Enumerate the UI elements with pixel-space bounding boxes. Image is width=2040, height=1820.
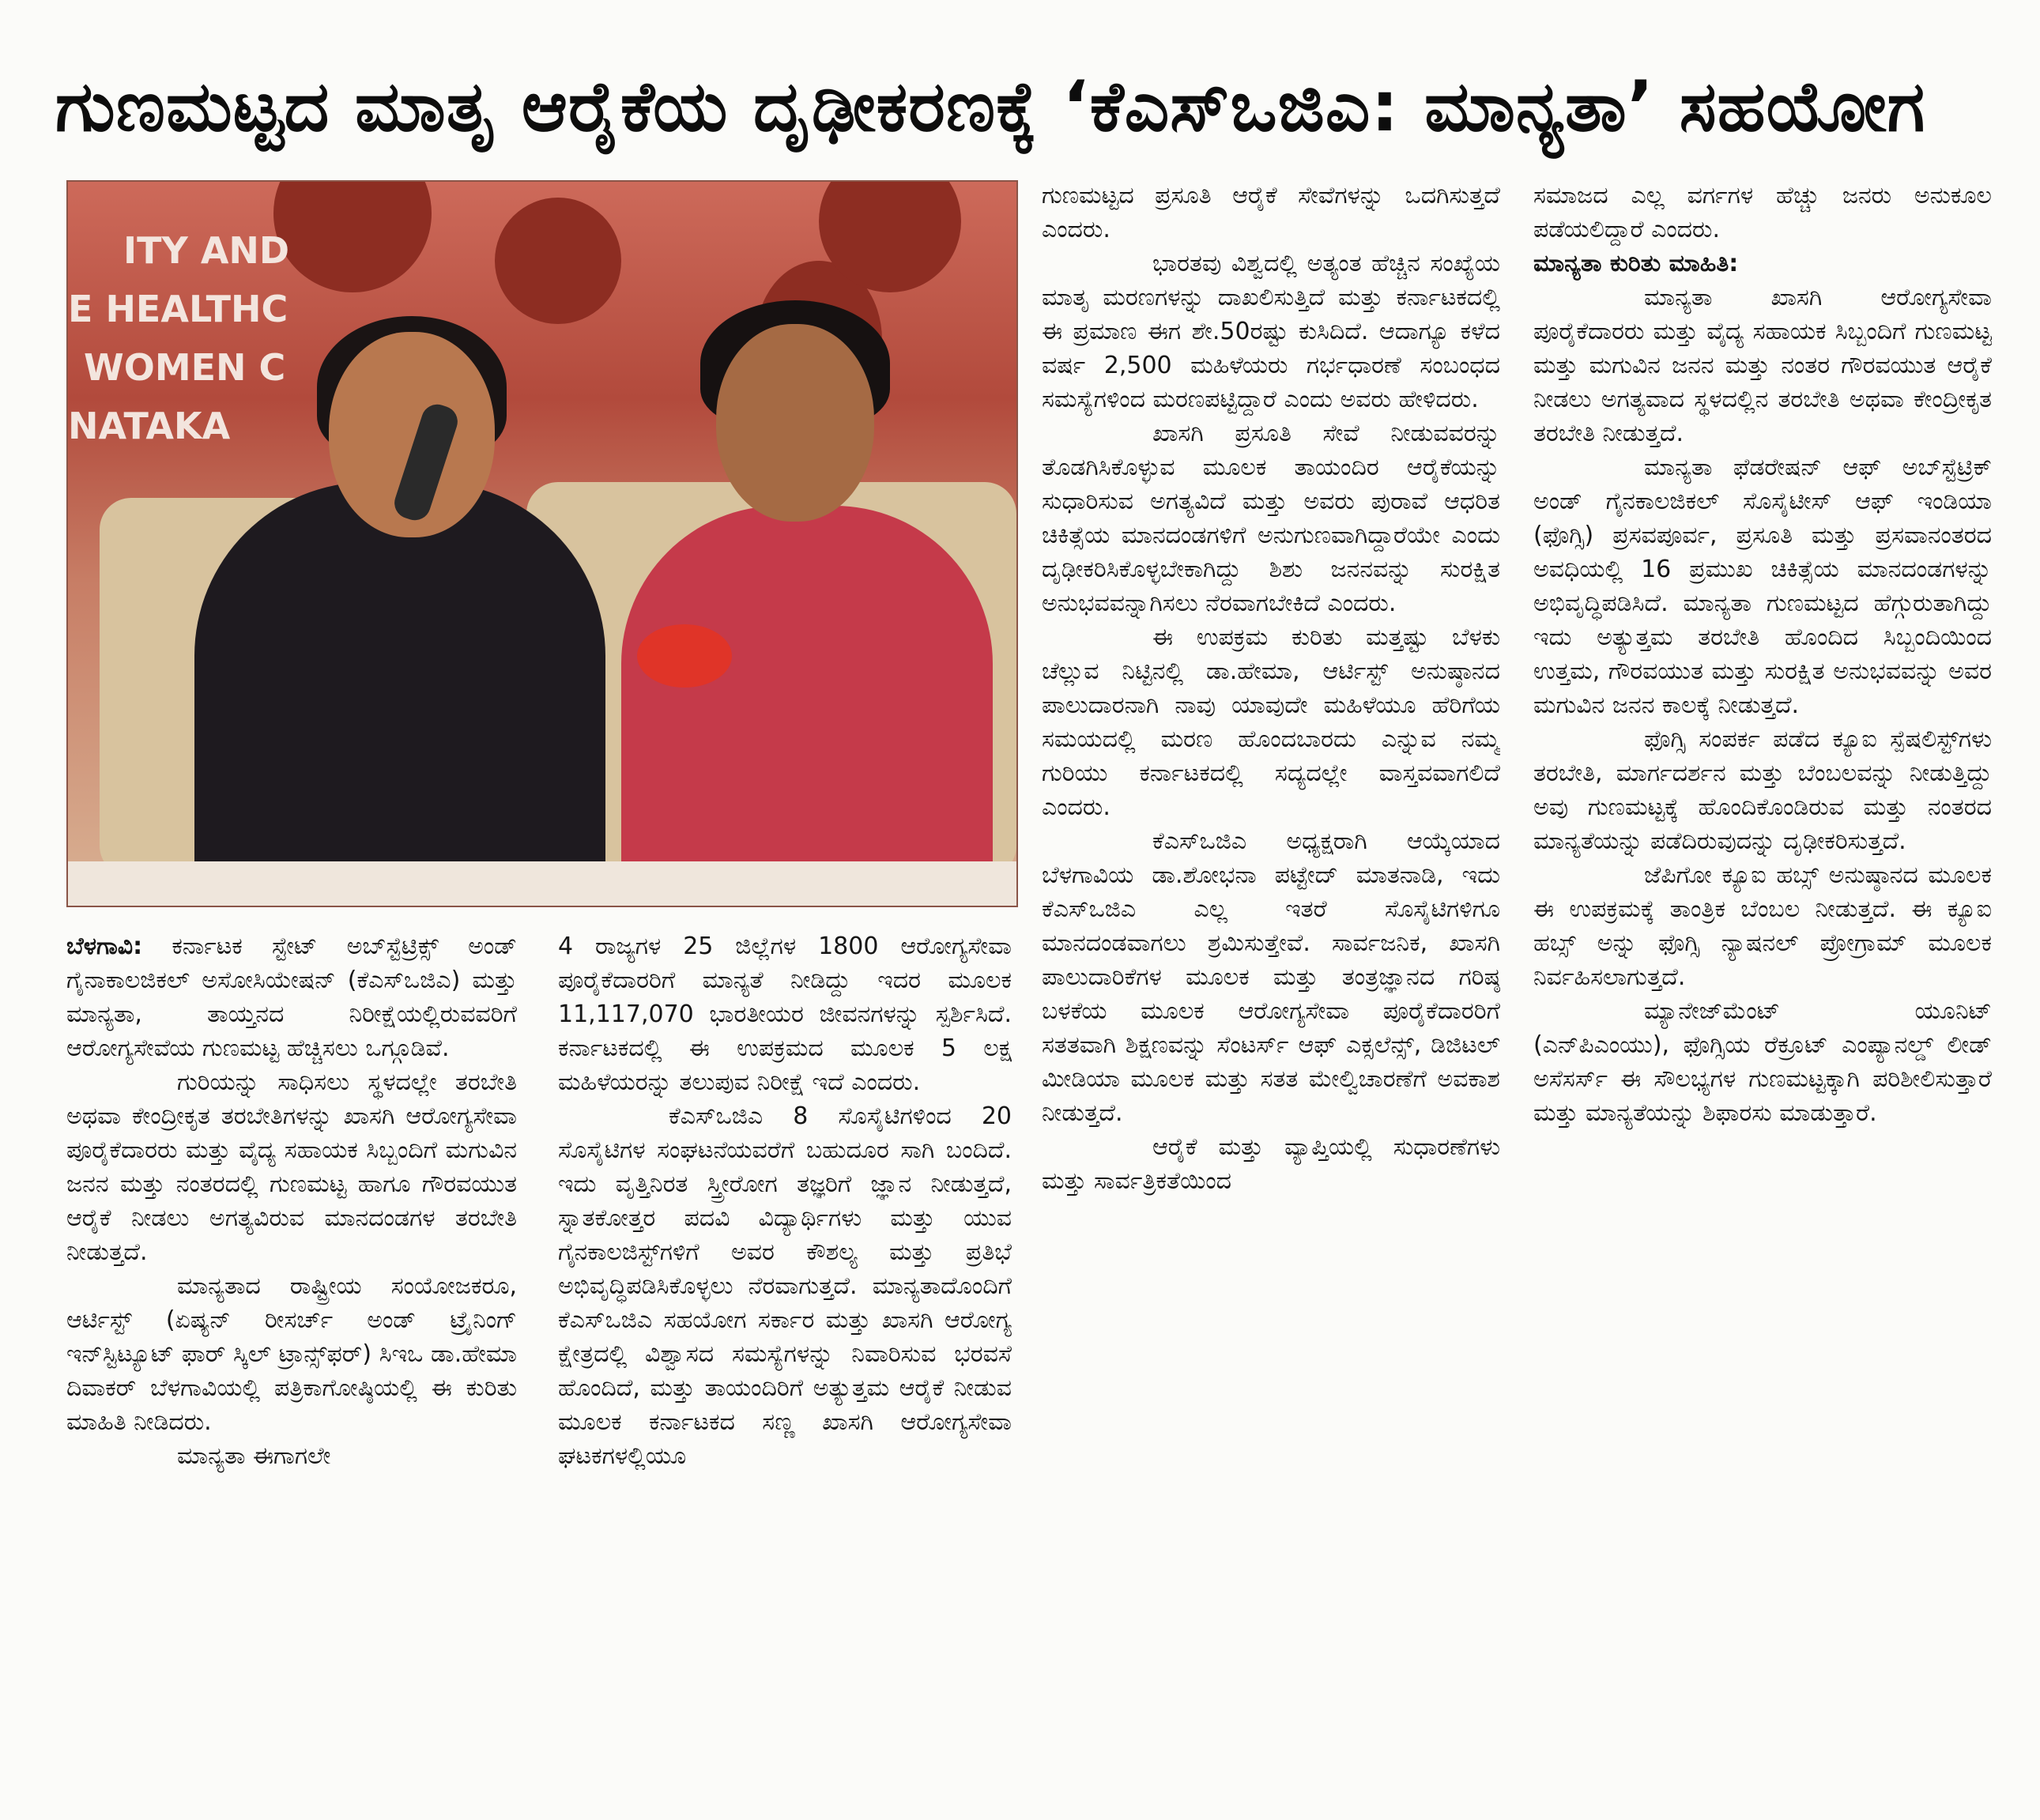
paragraph: 4 ರಾಜ್ಯಗಳ 25 ಜಿಲ್ಲೆಗಳ 1800 ಆರೋಗ್ಯಸೇವಾ ಪೂರೈಕೆದಾರರಿಗೆ ಮಾನ್ಯತೆ ನೀಡಿದ್ದು ಇದರ ಮೂಲಕ 11,117,070 ಭಾರತೀಯರ ಜೀವನಗಳನ್ನು ಸ್ಪರ್ಶಿಸಿದೆ. ಕರ್ನಾಟಕದಲ್ಲಿ ಈ ಉಪಕ್ರಮದ ಮೂಲಕ 5 ಲಕ್ಷ ಮಹಿಳೆಯರನ್ನು ತಲುಪುವ ನಿರೀಕ್ಷೆ ಇದೆ ಎಂದರು.: [558, 933, 1012, 1096]
flower-decor: [637, 624, 732, 688]
paragraph: ಗುಣಮಟ್ಟದ ಪ್ರಸೂತಿ ಆರೈಕೆ ಸೇವೆಗಳನ್ನು ಒದಗಿಸುತ್ತದೆ ಎಂದರು.: [1042, 182, 1500, 243]
paragraph: ಮಾನ್ಯತಾದ ರಾಷ್ಟ್ರೀಯ ಸಂಯೋಜಕರೂ, ಆರ್ಟಿಸ್ಟ್ (ಏಷ್ಯನ್ ರೀಸರ್ಚ್ ಅಂಡ್ ಟ್ರೈನಿಂಗ್ ಇನ್‌ಸ್ಟಿಟ್ಯೂಟ್ ಫಾರ್ ಸ್ಕಿಲ್ ಟ್ರಾನ್ಸ್‌ಫರ್) ಸಿಇಒ ಡಾ.ಹೇಮಾ ದಿವಾಕರ್ ಬೆಳಗಾವಿಯಲ್ಲಿ ಪತ್ರಿಕಾಗೋಷ್ಠಿಯಲ್ಲಿ ಈ ಕುರಿತು ಮಾಹಿತಿ ನೀಡಿದರು.: [66, 1272, 517, 1436]
paragraph: ಫೊಗ್ಸಿ ಸಂಪರ್ಕ ಪಡೆದ ಕ್ಯೂಐ ಸ್ಪೆಷಲಿಸ್ಟ್‌ಗಳು ತರಬೇತಿ, ಮಾರ್ಗದರ್ಶನ ಮತ್ತು ಬೆಂಬಲವನ್ನು ನೀಡುತ್ತಿದ್ದು ಅವು ಗುಣಮಟ್ಟಕ್ಕೆ ಹೊಂದಿಕೊಂಡಿರುವ ಮತ್ತು ನಂತರದ ಮಾನ್ಯತೆಯನ್ನು ಪಡೆದಿರುವುದನ್ನು ದೃಢೀಕರಿಸುತ್ತದೆ.: [1533, 725, 1992, 855]
paragraph: ಭಾರತವು ವಿಶ್ವದಲ್ಲಿ ಅತ್ಯಂತ ಹೆಚ್ಚಿನ ಸಂಖ್ಯೆಯ ಮಾತೃ ಮರಣಗಳನ್ನು ದಾಖಲಿಸುತ್ತಿದೆ ಮತ್ತು ಕರ್ನಾಟಕದಲ್ಲಿ ಈ ಪ್ರಮಾಣ ಈಗ ಶೇ.50ರಷ್ಟು ಕುಸಿದಿದೆ. ಆದಾಗ್ಯೂ ಕಳೆದ ವರ್ಷ 2,500 ಮಹಿಳೆಯರು ಗರ್ಭಧಾರಣೆ ಸಂಬಂಧದ ಸಮಸ್ಯೆಗಳಿಂದ ಮರಣಪಟ್ಟಿದ್ದಾರೆ ಎಂದು ಅವರು ಹೇಳಿದರು.: [1042, 250, 1500, 413]
speaker-figure: [194, 482, 605, 907]
guest-face: [716, 324, 874, 522]
paragraph: ಮ್ಯಾನೇಜ್‌ಮೆಂಟ್ ಯೂನಿಟ್ (ಎನ್‌ಪಿಎಂಯು), ಫೊಗ್ಸಿಯ ರೆಕ್ರೂಟ್ ಎಂಪ್ಯಾನಲ್ಡ್ ಲೀಡ್ ಅಸೆಸರ್ಸ್ ಈ ಸೌಲಭ್ಯಗಳ ಗುಣಮಟ್ಟಕ್ಕಾಗಿ ಪರಿಶೀಲಿಸುತ್ತಾರೆ ಮತ್ತು ಮಾನ್ಯತೆಯನ್ನು ಶಿಫಾರಸು ಮಾಡುತ್ತಾರೆ.: [1533, 997, 1992, 1127]
photo-banner: [68, 221, 289, 455]
press-conference-photo: [66, 180, 1018, 907]
subheading: ಮಾನ್ಯತಾ ಕುರಿತು ಮಾಹಿತಿ:: [1533, 250, 1739, 277]
paragraph: ಮಾನ್ಯತಾ ಈಗಾಗಲೇ: [177, 1442, 331, 1470]
article-column-4: [1533, 179, 1992, 1767]
headline: ಗುಣಮಟ್ಟದ ಮಾತೃ ಆರೈಕೆಯ ದೃಢೀಕರಣಕ್ಕೆ ‘ಕೆಎಸ್‌ಒಜಿಎ: ಮಾನ್ಯತಾ’ ಸಹಯೋಗ: [55, 66, 1926, 147]
paragraph: ಆರೈಕೆ ಮತ್ತು ವ್ಯಾಪ್ತಿಯಲ್ಲಿ ಸುಧಾರಣೆಗಳು ಮತ್ತು ಸಾರ್ವತ್ರಿಕತೆಯಿಂದ: [1042, 1133, 1500, 1195]
paragraph: ಜೆಪಿಗೋ ಕ್ಯೂಐ ಹಬ್ಸ್ ಅನುಷ್ಠಾನದ ಮೂಲಕ ಈ ಉಪಕ್ರಮಕ್ಕೆ ತಾಂತ್ರಿಕ ಬೆಂಬಲ ನೀಡುತ್ತದೆ. ಈ ಕ್ಯೂಐ ಹಬ್ಸ್ ಅನ್ನು ಫೊಗ್ಸಿ ನ್ಯಾಷನಲ್ ಪ್ರೋಗ್ರಾಮ್ ಮೂಲಕ ನಿರ್ವಹಿಸಲಾಗುತ್ತದೆ.: [1533, 861, 1992, 991]
paragraph: ಮಾನ್ಯತಾ ಖಾಸಗಿ ಆರೋಗ್ಯಸೇವಾ ಪೂರೈಕೆದಾರರು ಮತ್ತು ವೈದ್ಯ ಸಹಾಯಕ ಸಿಬ್ಬಂದಿಗೆ ಗುಣಮಟ್ಟ ಮತ್ತು ಮಗುವಿನ ಜನನ ಮತ್ತು ನಂತರ ಗೌರವಯುತ ಆರೈಕೆ ನೀಡಲು ಅಗತ್ಯವಾದ ಸ್ಥಳದಲ್ಲಿನ ತರಬೇತಿ ಅಥವಾ ಕೇಂದ್ರೀಕೃತ ತರಬೇತಿ ನೀಡುತ್ತದೆ.: [1533, 284, 1992, 447]
paragraph: ಕೆಎಸ್‌ಒಜಿಎ 8 ಸೊಸೈಟಿಗಳಿಂದ 20 ಸೊಸೈಟಿಗಳ ಸಂಘಟನೆಯವರೆಗೆ ಬಹುದೂರ ಸಾಗಿ ಬಂದಿದೆ. ಇದು ವೃತ್ತಿನಿರತ ಸ್ತ್ರೀರೋಗ ತಜ್ಞರಿಗೆ ಜ್ಞಾನ ನೀಡುತ್ತದೆ, ಸ್ನಾತಕೋತ್ತರ ಪದವಿ ವಿದ್ಯಾರ್ಥಿಗಳು ಮತ್ತು ಯುವ ಗೈನಕಾಲಜಿಸ್ಟ್‌ಗಳಿಗೆ ಅವರ ಕೌಶಲ್ಯ ಮತ್ತು ಪ್ರತಿಭೆ ಅಭಿವೃದ್ಧಿಪಡಿಸಿಕೊಳ್ಳಲು ನೆರವಾಗುತ್ತದೆ. ಮಾನ್ಯತಾದೊಂದಿಗೆ ಕೆಎಸ್‌ಒಜಿಎ ಸಹಯೋಗ ಸರ್ಕಾರ ಮತ್ತು ಖಾಸಗಿ ಆರೋಗ್ಯ ಕ್ಷೇತ್ರದಲ್ಲಿ ವಿಶ್ವಾಸದ ಸಮಸ್ಯೆಗಳನ್ನು ನಿವಾರಿಸುವ ಭರವಸೆ ಹೊಂದಿದೆ, ಮತ್ತು ತಾಯಂದಿರಿಗೆ ಅತ್ಯುತ್ತಮ ಆರೈಕೆ ನೀಡುವ ಮೂಲಕ ಕರ್ನಾಟಕದ ಸಣ್ಣ ಖಾಸಗಿ ಆರೋಗ್ಯಸೇವಾ ಘಟಕಗಳಲ್ಲಿಯೂ: [558, 1102, 1012, 1470]
article-column-3: [1042, 179, 1500, 1767]
paragraph: ಕರ್ನಾಟಕ ಸ್ಟೇಟ್ ಅಬ್‌ಸ್ಟೆಟ್ರಿಕ್ಸ್ ಅಂಡ್ ಗೈನಾಕಾಲಜಿಕಲ್ ಅಸೋಸಿಯೇಷನ್ (ಕೆಎಸ್‌ಒಜಿಎ) ಮತ್ತು ಮಾನ್ಯತಾ, ತಾಯ್ತನದ ನಿರೀಕ್ಷೆಯಲ್ಲಿರುವವರಿಗೆ ಆರೋಗ್ಯಸೇವೆಯ ಗುಣಮಟ್ಟ ಹೆಚ್ಚಿಸಲು ಒಗ್ಗೂಡಿವೆ.: [66, 933, 517, 1062]
article-column-2: [558, 929, 1012, 1767]
table: [68, 861, 1016, 907]
paragraph: ಮಾನ್ಯತಾ ಫೆಡರೇಷನ್ ಆಫ್ ಅಬ್‌ಸ್ಟೆಟ್ರಿಕ್ ಅಂಡ್ ಗೈನಕಾಲಜಿಕಲ್ ಸೊಸೈಟೀಸ್ ಆಫ್ ಇಂಡಿಯಾ (ಫೊಗ್ಸಿ) ಪ್ರಸವಪೂರ್ವ, ಪ್ರಸೂತಿ ಮತ್ತು ಪ್ರಸವಾನಂತರದ ಅವಧಿಯಲ್ಲಿ 16 ಪ್ರಮುಖ ಚಿಕಿತ್ಸೆಯ ಮಾನದಂಡಗಳನ್ನು ಅಭಿವೃದ್ಧಿಪಡಿಸಿದೆ. ಮಾನ್ಯತಾ ಗುಣಮಟ್ಟದ ಹೆಗ್ಗುರುತಾಗಿದ್ದು ಇದು ಅತ್ಯುತ್ತಮ ತರಬೇತಿ ಹೊಂದಿದ ಸಿಬ್ಬಂದಿಯಿಂದ ಉತ್ತಮ, ಗೌರವಯುತ ಮತ್ತು ಸುರಕ್ಷಿತ ಅನುಭವವನ್ನು ಅವರ ಮಗುವಿನ ಜನನ ಕಾಲಕ್ಕೆ ನೀಡುತ್ತದೆ.: [1533, 454, 1992, 719]
article-column-1: [66, 929, 517, 1767]
banner-line: WOMEN C: [84, 346, 286, 389]
banner-line: ITY AND: [123, 229, 290, 272]
paragraph: ಈ ಉಪಕ್ರಮ ಕುರಿತು ಮತ್ತಷ್ಟು ಬೆಳಕು ಚೆಲ್ಲುವ ನಿಟ್ಟಿನಲ್ಲಿ ಡಾ.ಹೇಮಾ, ಆರ್ಟಿಸ್ಟ್ ಅನುಷ್ಠಾನದ ಪಾಲುದಾರನಾಗಿ ನಾವು ಯಾವುದೇ ಮಹಿಳೆಯೂ ಹೆರಿಗೆಯ ಸಮಯದಲ್ಲಿ ಮರಣ ಹೊಂದಬಾರದು ಎನ್ನುವ ನಮ್ಮ ಗುರಿಯು ಕರ್ನಾಟಕದಲ್ಲಿ ಸದ್ಯದಲ್ಲೇ ವಾಸ್ತವವಾಗಲಿದೆ ಎಂದರು.: [1042, 624, 1500, 821]
guest-figure: [621, 506, 993, 907]
banner-line: E HEALTHC: [68, 288, 288, 330]
paragraph: ಗುರಿಯನ್ನು ಸಾಧಿಸಲು ಸ್ಥಳದಲ್ಲೇ ತರಬೇತಿ ಅಥವಾ ಕೇಂದ್ರೀಕೃತ ತರಬೇತಿಗಳನ್ನು ಖಾಸಗಿ ಆರೋಗ್ಯಸೇವಾ ಪೂರೈಕೆದಾರರು ಮತ್ತು ವೈದ್ಯ ಸಹಾಯಕ ಸಿಬ್ಬಂದಿಗೆ ಮಗುವಿನ ಜನನ ಮತ್ತು ನಂತರದಲ್ಲಿ ಗುಣಮಟ್ಟ ಹಾಗೂ ಗೌರವಯುತ ಆರೈಕೆ ನೀಡಲು ಅಗತ್ಯವಿರುವ ಮಾನದಂಡಗಳ ತರಬೇತಿ ನೀಡುತ್ತದೆ.: [66, 1068, 517, 1266]
lamp-decor: [495, 198, 621, 324]
paragraph: ಕೆಎಸ್‌ಒಜಿಎ ಅಧ್ಯಕ್ಷರಾಗಿ ಆಯ್ಕೆಯಾದ ಬೆಳಗಾವಿಯ ಡಾ.ಶೋಭನಾ ಪಟ್ಟೇದ್ ಮಾತನಾಡಿ, ಇದು ಕೆಎಸ್‌ಒಜಿಎ ಎಲ್ಲ ಇತರೆ ಸೊಸೈಟಿಗಳಿಗೂ ಮಾನದಂಡವಾಗಲು ಶ್ರಮಿಸುತ್ತೇವೆ. ಸಾರ್ವಜನಿಕ, ಖಾಸಗಿ ಪಾಲುದಾರಿಕೆಗಳ ಮೂಲಕ ಮತ್ತು ತಂತ್ರಜ್ಞಾನದ ಗರಿಷ್ಠ ಬಳಕೆಯ ಮೂಲಕ ಆರೋಗ್ಯಸೇವಾ ಪೂರೈಕೆದಾರರಿಗೆ ಸತತವಾಗಿ ಶಿಕ್ಷಣವನ್ನು ಸೆಂಟರ್ಸ್ ಆಫ್ ಎಕ್ಸಲೆನ್ಸ್, ಡಿಜಿಟಲ್ ಮೀಡಿಯಾ ಮೂಲಕ ಮತ್ತು ಸತತ ಮೇಲ್ವಿಚಾರಣೆಗೆ ಅವಕಾಶ ನೀಡುತ್ತದೆ.: [1042, 827, 1500, 1127]
paragraph: ಸಮಾಜದ ಎಲ್ಲ ವರ್ಗಗಳ ಹೆಚ್ಚು ಜನರು ಅನುಕೂಲ ಪಡೆಯಲಿದ್ದಾರೆ ಎಂದರು.: [1533, 182, 1992, 243]
banner-line: NATAKA: [68, 405, 231, 447]
lamp-decor: [273, 180, 432, 292]
paragraph: ಖಾಸಗಿ ಪ್ರಸೂತಿ ಸೇವೆ ನೀಡುವವರನ್ನು ತೊಡಗಿಸಿಕೊಳ್ಳುವ ಮೂಲಕ ತಾಯಂದಿರ ಆರೈಕೆಯನ್ನು ಸುಧಾರಿಸುವ ಅಗತ್ಯವಿದೆ ಮತ್ತು ಅವರು ಪುರಾವೆ ಆಧರಿತ ಚಿಕಿತ್ಸೆಯ ಮಾನದಂಡಗಳಿಗೆ ಅನುಗುಣವಾಗಿದ್ದಾರೆಯೇ ಎಂದು ದೃಢೀಕರಿಸಿಕೊಳ್ಳಬೇಕಾಗಿದ್ದು ಶಿಶು ಜನನವನ್ನು ಸುರಕ್ಷಿತ ಅನುಭವವನ್ನಾಗಿಸಲು ನೆರವಾಗಬೇಕಿದೆ ಎಂದರು.: [1042, 420, 1500, 617]
dateline: ಬೆಳಗಾವಿ:: [66, 933, 143, 960]
